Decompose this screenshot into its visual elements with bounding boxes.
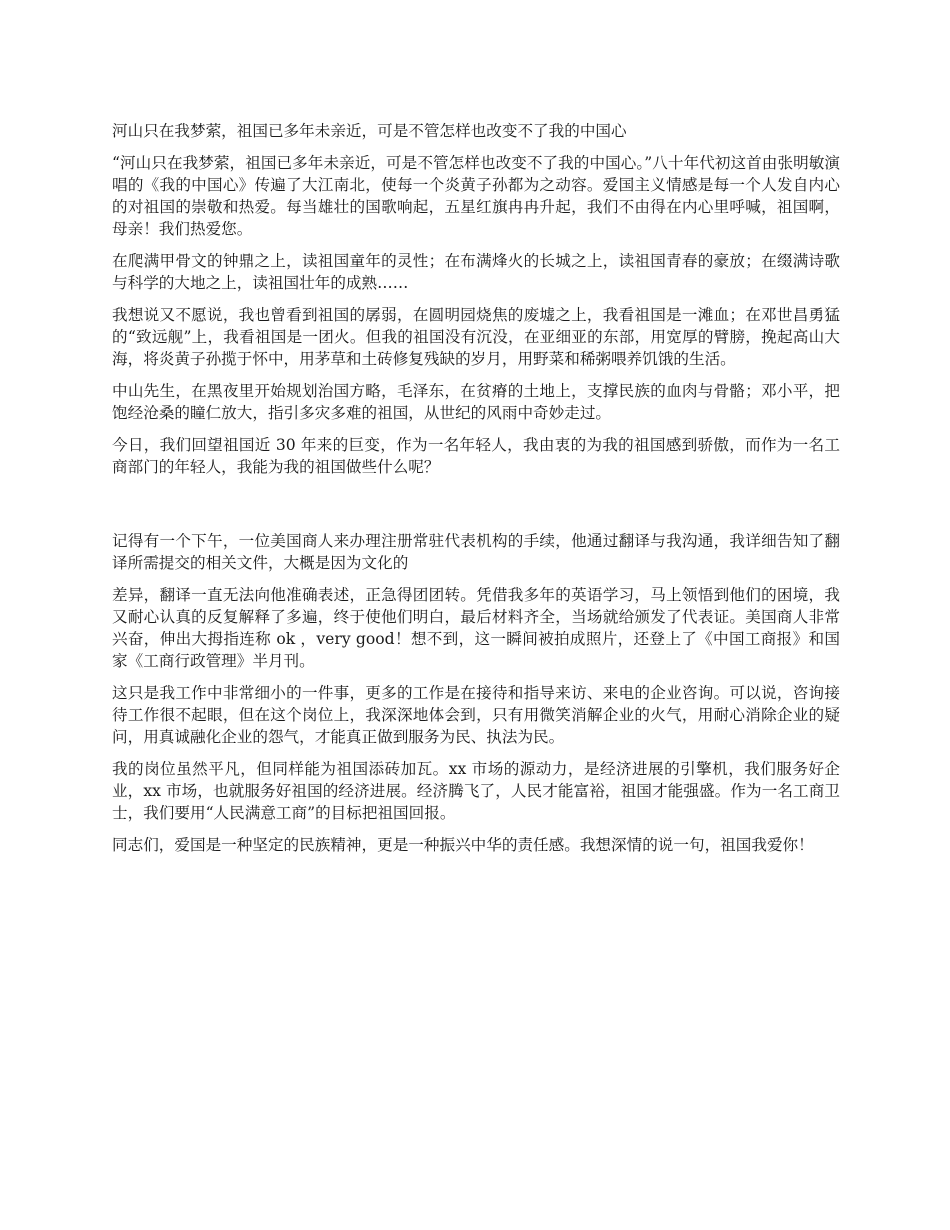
paragraph: 我想说又不愿说，我也曾看到祖国的孱弱，在圆明园烧焦的废墟之上，我看祖国是一滩血；在邓世昌勇猛的“致远舰”上，我看祖国是一团火。但我的祖国没有沉没，在亚细亚的东部，用宽厚的臂膀，挽起高山大海，将炎黄子孙揽于怀中，用茅草和土砖修复残缺的岁月，用野菜和稀粥喂养饥饿的生活。: [112, 306, 840, 368]
paragraph: 差异，翻译一直无法向他准确表述，正急得团团转。凭借我多年的英语学习，马上领悟到他们的困境，我又耐心认真的反复解释了多遍，终于使他们明白，最后材料齐全，当场就给颁发了代表证。美国商人非常兴奋，伸出大拇指连称 ok ，very good！想不到，这一瞬间被拍成照片，还登上了《中国工商报》和国家《工商行政管理》半月刊。: [112, 586, 840, 670]
paragraph: 我的岗位虽然平凡，但同样能为祖国添砖加瓦。xx 市场的源动力，是经济进展的引擎机，我们服务好企业，xx 市场，也就服务好祖国的经济进展。经济腾飞了，人民才能富裕，祖国才能强盛。作为一名工商卫士，我们要用“人民满意工商”的目标把祖国回报。: [112, 760, 840, 822]
paragraph: 中山先生，在黑夜里开始规划治国方略，毛泽东，在贫瘠的土地上，支撑民族的血肉与骨骼；邓小平，把饱经沧桑的瞳仁放大，指引多灾多难的祖国，从世纪的风雨中奇妙走过。: [112, 382, 840, 422]
document-page: [112, 120, 840, 866]
section-gap: [112, 488, 840, 530]
paragraph: 记得有一个下午，一位美国商人来办理注册常驻代表机构的手续，他通过翻译与我沟通，我详细告知了翻译所需提交的相关文件，大概是因为文化的: [112, 532, 840, 572]
paragraph: “河山只在我梦萦，祖国已多年未亲近，可是不管怎样也改变不了我的中国心。”八十年代初这首由张明敏演唱的《我的中国心》传遍了大江南北，使每一个炎黄子孙都为之动容。爱国主义情感是每一个人发自内心的对祖国的崇敬和热爱。每当雄壮的国歌响起，五星红旗冉冉升起，我们不由得在内心里呼喊，祖国啊，母亲！我们热爱您。: [112, 154, 840, 238]
paragraph: 在爬满甲骨文的钟鼎之上，读祖国童年的灵性；在布满烽火的长城之上，读祖国青春的豪放；在缀满诗歌与科学的大地之上，读祖国壮年的成熟……: [112, 252, 840, 292]
paragraph: 同志们，爱国是一种坚定的民族精神，更是一种振兴中华的责任感。我想深情的说一句，祖国我爱你！: [112, 836, 814, 854]
document-title: 河山只在我梦萦，祖国已多年未亲近，可是不管怎样也改变不了我的中国心: [112, 122, 627, 140]
paragraph: 这只是我工作中非常细小的一件事，更多的工作是在接待和指导来访、来电的企业咨询。可以说，咨询接待工作很不起眼，但在这个岗位上，我深深地体会到，只有用微笑消解企业的火气，用耐心消除企业的疑问，用真诚融化企业的怨气，才能真正做到服务为民、执法为民。: [112, 684, 840, 746]
paragraph: 今日，我们回望祖国近 30 年来的巨变，作为一名年轻人，我由衷的为我的祖国感到骄傲，而作为一名工商部门的年轻人，我能为我的祖国做些什么呢？: [112, 436, 840, 476]
